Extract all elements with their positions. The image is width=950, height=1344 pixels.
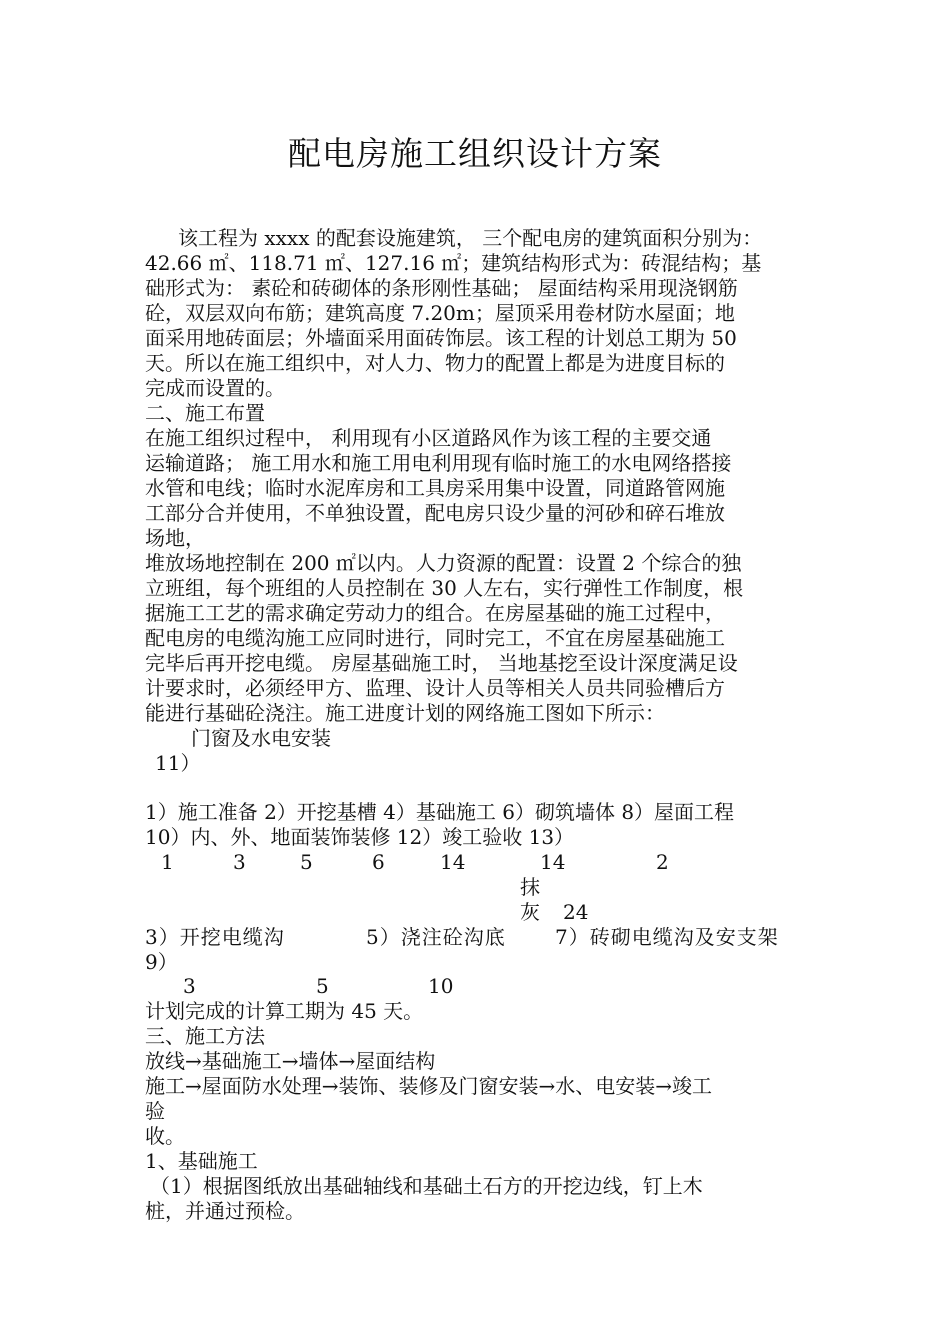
plaster-label: 抹: [520, 875, 540, 899]
duration-number: 14: [440, 850, 466, 874]
intro-line: 面采用地砖面层；外墙面采用面砖饰层。该工程的计划总工期为 50: [145, 326, 737, 350]
paragraph-line: 堆放场地控制在 200 ㎡以内。人力资源的配置：设置 2 个综合的独: [145, 551, 742, 575]
paragraph-line: 场地，: [145, 526, 205, 550]
intro-line: 42.66 ㎡、118.71 ㎡、127.16 ㎡；建筑结构形式为：砖混结构；基: [145, 251, 762, 275]
intro-line: 该工程为 xxxx 的配套设施建筑， 三个配电房的建筑面积分别为：: [178, 226, 763, 250]
duration-number: 14: [540, 850, 566, 874]
network-top-label: 门窗及水电安装: [191, 726, 331, 750]
cable-item: 7）砖砌电缆沟及安支架: [555, 925, 779, 949]
document-title: 配电房施工组织设计方案: [288, 134, 662, 173]
method-line: 收。: [145, 1124, 185, 1148]
cable-item: 5）浇注砼沟底: [366, 925, 506, 949]
paragraph-line: 水管和电线；临时水泥库房和工具房采用集中设置，同道路管网施: [145, 476, 725, 500]
paragraph-line: 立班组，每个班组的人员控制在 30 人左右，实行弹性工作制度，根: [145, 576, 744, 600]
plaster-label: 灰: [520, 900, 540, 924]
period-line: 计划完成的计算工期为 45 天。: [145, 999, 424, 1023]
duration-number: 3: [183, 974, 196, 998]
duration-number: 10: [428, 974, 454, 998]
section-heading: 三、施工方法: [145, 1024, 265, 1048]
network-top-number: 11）: [155, 751, 201, 775]
paragraph-line: （1）根据图纸放出基础轴线和基础土石方的开挖边线，钉上木: [150, 1174, 703, 1198]
paragraph-line: 据施工工艺的需求确定劳动力的组合。在房屋基础的施工过程中，: [145, 601, 725, 625]
duration-number: 3: [233, 850, 246, 874]
intro-line: 完成而设置的。: [145, 376, 285, 400]
cable-end: 9）: [145, 950, 178, 974]
paragraph-line: 完毕后再开挖电缆。 房屋基础施工时， 当地基挖至设计深度满足设: [145, 651, 738, 675]
duration-number: 5: [300, 850, 313, 874]
intro-line: 础形式为： 素砼和砖砌体的条形刚性基础； 屋面结构采用现浇钢筋: [145, 276, 738, 300]
duration-number: 5: [316, 974, 329, 998]
paragraph-line: 运输道路； 施工用水和施工用电利用现有临时施工的水电网络搭接: [145, 451, 732, 475]
paragraph-line: 在施工组织过程中， 利用现有小区道路风作为该工程的主要交通: [145, 426, 712, 450]
duration-number: 1: [161, 850, 174, 874]
intro-line: 砼，双层双向布筋；建筑高度 7.20m；屋顶采用卷材防水屋面；地: [145, 301, 735, 325]
duration-number: 24: [563, 900, 589, 924]
duration-number: 6: [372, 850, 385, 874]
paragraph-line: 计要求时，必须经甲方、监理、设计人员等相关人员共同验槽后方: [145, 676, 725, 700]
method-line: 放线→基础施工→墙体→屋面结构: [145, 1049, 436, 1073]
network-main-line: 1）施工准备 2）开挖基槽 4）基础施工 6）砌筑墙体 8）屋面工程: [145, 800, 735, 824]
duration-number: 2: [656, 850, 669, 874]
paragraph-line: 桩，并通过预检。: [145, 1199, 305, 1223]
subsection-heading: 1、基础施工: [145, 1149, 258, 1173]
paragraph-line: 能进行基础砼浇注。施工进度计划的网络施工图如下所示：: [145, 701, 665, 725]
method-line: 验: [145, 1099, 165, 1123]
section-heading: 二、施工布置: [145, 401, 265, 425]
cable-item: 3）开挖电缆沟: [145, 925, 285, 949]
network-main-line: 10）内、外、地面装饰装修 12）竣工验收 13）: [145, 825, 575, 849]
paragraph-line: 工部分合并使用，不单独设置，配电房只设少量的河砂和碎石堆放: [145, 501, 725, 525]
paragraph-line: 配电房的电缆沟施工应同时进行，同时完工，不宜在房屋基础施工: [145, 626, 725, 650]
intro-line: 天。所以在施工组织中，对人力、物力的配置上都是为进度目标的: [145, 351, 725, 375]
method-line: 施工→屋面防水处理→装饰、装修及门窗安装→水、电安装→竣工: [145, 1074, 713, 1098]
